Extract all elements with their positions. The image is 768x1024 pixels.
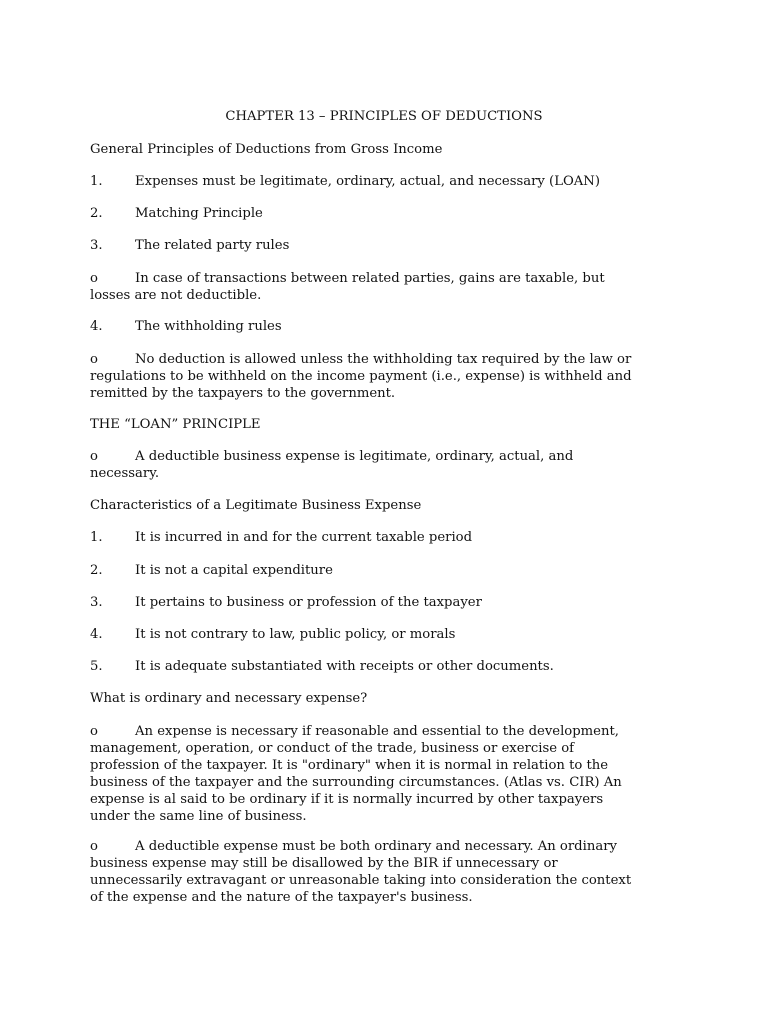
bullet-text-line: business expense may still be disallowed by the BIR if unnecessary or: [90, 856, 558, 871]
characteristic-item-5: [90, 658, 690, 675]
item-text: Expenses must be legitimate, ordinary, actual, and necessary (LOAN): [135, 174, 600, 189]
bullet-text-line: business of the taxpayer and the surrounding circumstances. (Atlas vs. CIR) An: [90, 775, 622, 790]
item-marker: 2.: [90, 206, 103, 221]
bullet-text-line: losses are not deductible.: [90, 288, 262, 303]
item-text: It is not a capital expenditure: [135, 563, 333, 578]
characteristics-heading: Characteristics of a Legitimate Business Expense: [90, 498, 422, 513]
chapter-title: CHAPTER 13 – PRINCIPLES OF DEDUCTIONS: [225, 109, 543, 124]
bullet-text-line: under the same line of business.: [90, 809, 307, 824]
item-text: It is adequate substantiated with receipts or other documents.: [135, 659, 554, 674]
bullet-text-line: necessary.: [90, 466, 160, 481]
bullet-text-line: In case of transactions between related parties, gains are taxable, but: [135, 271, 605, 286]
bullet-text-line: An expense is necessary if reasonable and essential to the development,: [135, 724, 619, 739]
related-party-bullet: [90, 270, 690, 304]
loan-principle-heading: THE “LOAN” PRINCIPLE: [90, 417, 261, 432]
bullet-marker: o: [90, 352, 98, 367]
characteristic-item-3: [90, 594, 690, 611]
ordinary-expense-bullet-2: [90, 838, 690, 906]
bullet-marker: o: [90, 839, 98, 854]
bullet-text-line: remitted by the taxpayers to the government.: [90, 386, 396, 401]
withholding-bullet: [90, 351, 690, 402]
bullet-text-line: expense is al said to be ordinary if it is normally incurred by other taxpayers: [90, 792, 604, 807]
general-principles-heading: General Principles of Deductions from Gross Income: [90, 142, 443, 157]
bullet-text-line: regulations to be withheld on the income payment (i.e., expense) is withheld and: [90, 369, 632, 384]
characteristic-item-2: [90, 562, 690, 579]
item-text: It pertains to business or profession of the taxpayer: [135, 595, 482, 610]
bullet-text-line: unnecessarily extravagant or unreasonable taking into consideration the context: [90, 873, 632, 888]
item-marker: 3.: [90, 238, 103, 253]
loan-bullet: [90, 448, 690, 482]
bullet-marker: o: [90, 724, 98, 739]
item-marker: 2.: [90, 563, 103, 578]
bullet-text-line: No deduction is allowed unless the withholding tax required by the law or: [135, 352, 632, 367]
item-marker: 3.: [90, 595, 103, 610]
item-marker: 1.: [90, 530, 103, 545]
item-text: The withholding rules: [135, 319, 282, 334]
general-item-1: [90, 173, 690, 190]
ordinary-expense-bullet-1: [90, 723, 690, 825]
bullet-marker: o: [90, 449, 98, 464]
item-marker: 1.: [90, 174, 103, 189]
item-text: The related party rules: [135, 238, 290, 253]
item-marker: 4.: [90, 627, 103, 642]
characteristic-item-4: [90, 626, 690, 643]
characteristic-item-1: [90, 529, 690, 546]
bullet-text-line: A deductible business expense is legitimate, ordinary, actual, and: [135, 449, 574, 464]
bullet-text-line: profession of the taxpayer. It is "ordinary" when it is normal in relation to the: [90, 758, 609, 773]
item-marker: 5.: [90, 659, 103, 674]
item-text: It is incurred in and for the current taxable period: [135, 530, 473, 545]
item-text: It is not contrary to law, public policy, or morals: [135, 627, 456, 642]
bullet-text-line: A deductible expense must be both ordinary and necessary. An ordinary: [135, 839, 617, 854]
general-item-4: [90, 318, 690, 335]
item-text: Matching Principle: [135, 206, 263, 221]
general-item-3: [90, 237, 690, 254]
bullet-text-line: of the expense and the nature of the taxpayer's business.: [90, 890, 473, 905]
general-item-2: [90, 205, 690, 222]
bullet-text-line: management, operation, or conduct of the trade, business or exercise of: [90, 741, 575, 756]
item-marker: 4.: [90, 319, 103, 334]
ordinary-expense-heading: What is ordinary and necessary expense?: [90, 691, 368, 706]
bullet-marker: o: [90, 271, 98, 286]
